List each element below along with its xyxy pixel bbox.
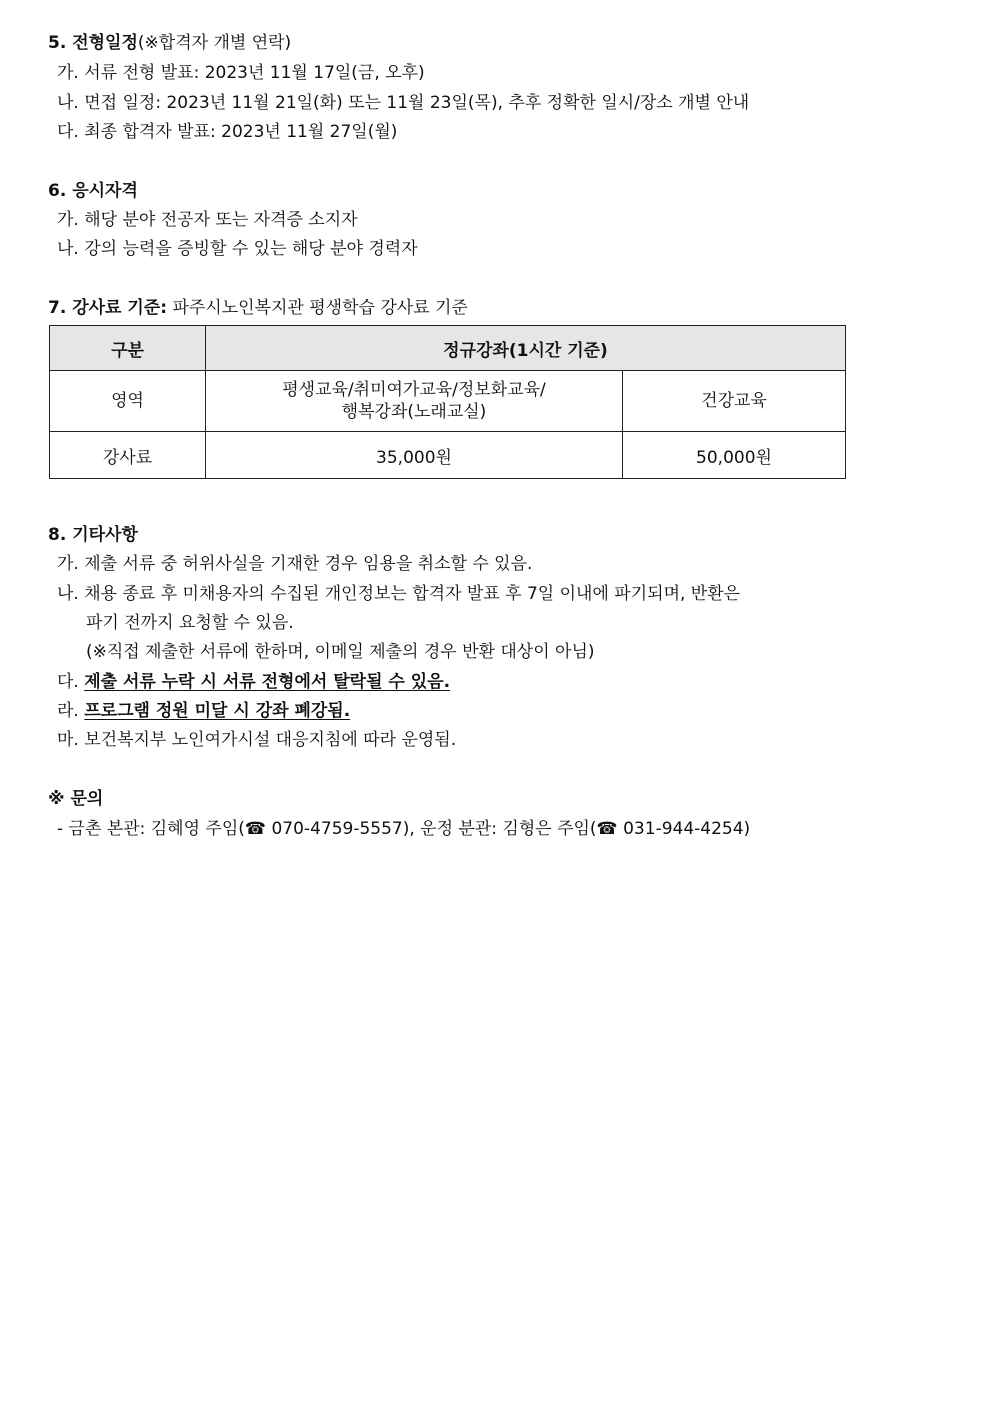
section-8-item-b-note: (※직접 제출한 서류에 한하며, 이메일 제출의 경우 반환 대상이 아님) [86,642,595,662]
fee-table-area-general-line1: 평생교육/취미여가교육/정보화교육/ [282,380,546,400]
section-6-item-2: 나. 강의 능력을 증빙할 수 있는 해당 분야 경력자 [57,239,418,259]
section-8-item-c [57,667,450,692]
contact-line: - 금촌 본관: 김혜영 주임(☎ 070-4759-5557), 운정 분관: 김형은 주임(☎ 031-944-4254) [57,819,751,839]
section-8-item-b-line1: 나. 채용 종료 후 미채용자의 수집된 개인정보는 합격자 발표 후 7일 이내에 파기되며, 반환은 [57,584,741,604]
section-8-item-d-prefix: 라. [57,701,85,721]
fee-table-area-general [206,371,623,432]
fee-table-fee-health: 50,000원 [623,432,846,479]
section-5-item-1: 가. 서류 전형 발표: 2023년 11월 17일(금, 오후) [57,63,425,83]
section-8-heading: 8. 기타사항 [48,525,138,545]
fee-table-area-label: 영역 [50,371,206,432]
fee-table-fee-general: 35,000원 [206,432,623,479]
section-5-item-3: 다. 최종 합격자 발표: 2023년 11월 27일(월) [57,122,398,142]
fee-table-header-category: 구분 [50,326,206,371]
fee-table-row-fee [50,432,846,479]
fee-table-row-area [50,371,846,432]
fee-table-header-regular: 정규강좌(1시간 기준) [206,326,846,371]
section-7-desc: 파주시노인복지관 평생학습 강사료 기준 [167,298,468,318]
section-8-item-d [57,696,350,721]
section-8-item-c-prefix: 다. [57,672,85,692]
section-8-item-c-text: 제출 서류 누락 시 서류 전형에서 탈락될 수 있음. [84,672,451,692]
fee-table [49,325,846,479]
section-7-title: 7. 강사료 기준: [48,298,168,318]
section-8-item-a: 가. 제출 서류 중 허위사실을 기재한 경우 임용을 취소할 수 있음. [57,554,533,574]
section-5-item-2: 나. 면접 일정: 2023년 11월 21일(화) 또는 11월 23일(목), 추후 정확한 일시/장소 개별 안내 [57,93,750,113]
section-5-heading [48,28,291,53]
section-5-note: (※합격자 개별 연락) [137,33,292,53]
contact-heading: ※ 문의 [48,789,104,809]
fee-table-header-row [50,326,846,371]
section-8-item-d-text: 프로그램 정원 미달 시 강좌 폐강됨. [84,701,351,721]
section-8-item-b-line2: 파기 전까지 요청할 수 있음. [86,613,294,633]
section-7-heading [48,293,468,318]
section-5-title: 5. 전형일정 [48,33,138,53]
section-6-item-1: 가. 해당 분야 전공자 또는 자격증 소지자 [57,210,358,230]
fee-table-area-health: 건강교육 [623,371,846,432]
fee-table-fee-label: 강사료 [50,432,206,479]
fee-table-area-general-line2: 행복강좌(노래교실) [341,402,487,422]
section-8-item-e: 마. 보건복지부 노인여가시설 대응지침에 따라 운영됨. [57,730,457,750]
section-6-heading: 6. 응시자격 [48,181,138,201]
